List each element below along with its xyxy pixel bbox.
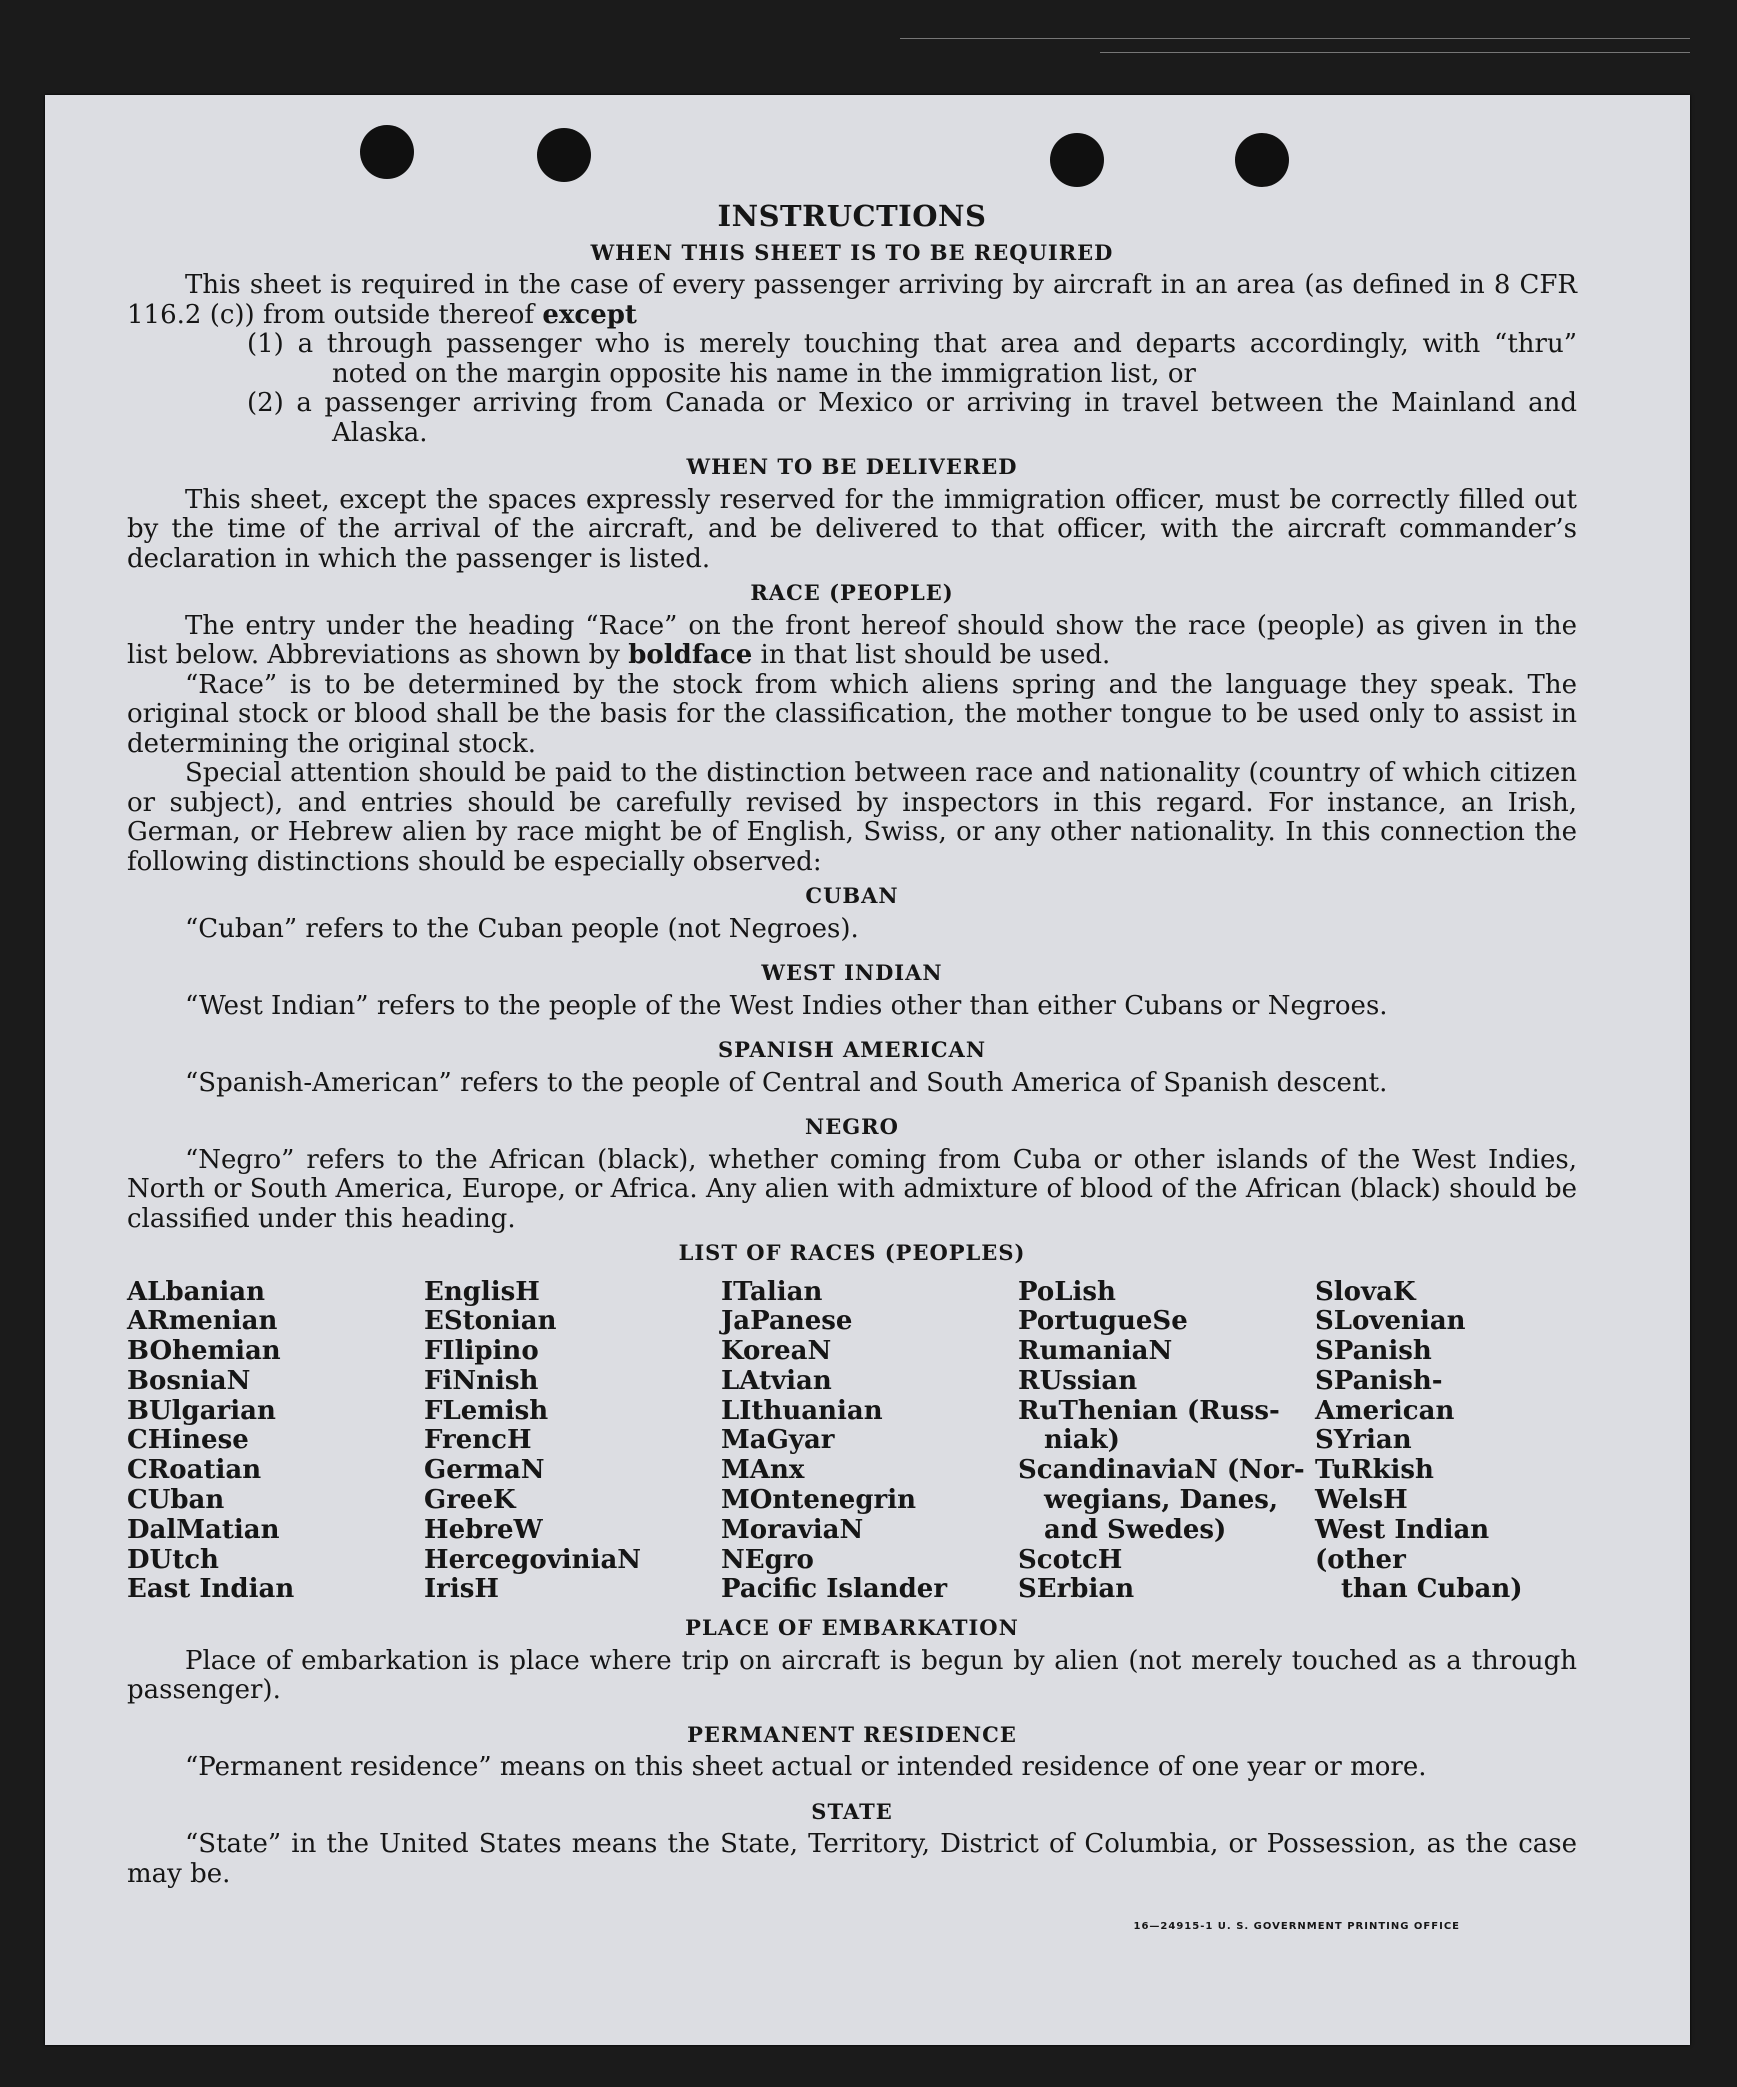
scan-edge-line (900, 38, 1690, 39)
paragraph-spanish-american: “Spanish-American” refers to the people of Central and South America of Spanish descent. (185, 1067, 1388, 1098)
race-item: TuRkish (1315, 1455, 1434, 1486)
race-item: wegians, Danes, (1044, 1485, 1278, 1516)
races-list (127, 1278, 1577, 1606)
paragraph-race-3: Special attention should be paid to the distinction between race and nationality (country of which citizen or subject), and entries should be carefully revised by inspectors in this regard. For instance, an Irish, German, or Hebrew alien by race might be of English, Swiss, or any other nationality. In this connection the following distinctions should be especially observed: (127, 758, 1577, 877)
race-item: ITalian (721, 1276, 823, 1307)
section-heading-races-list: LIST OF RACES (PEOPLES) (678, 1240, 1026, 1265)
paragraph-west-indian: “West Indian” refers to the people of the West Indies other than either Cubans or Negroes. (185, 990, 1388, 1021)
instructions-content (127, 199, 1577, 1889)
section-heading-state: STATE (811, 1798, 893, 1824)
punch-hole (1050, 133, 1104, 187)
document-page (45, 95, 1690, 2045)
scan-edge-line (1100, 52, 1690, 53)
punch-hole (537, 128, 591, 182)
race-item: SYrian (1315, 1425, 1412, 1456)
races-column-4 (1018, 1278, 1315, 1606)
race-item: MaGyar (721, 1425, 835, 1456)
races-column-5 (1315, 1278, 1577, 1606)
race-item: SlovaK (1315, 1276, 1416, 1307)
race-item: CUban (127, 1485, 225, 1516)
race-item: CHinese (127, 1425, 249, 1456)
list-item-exception-1: (1) a through passenger who is merely touching that area and departs accordingly, with “thru” noted on the margin opposite his name in the immigration list, or (247, 329, 1577, 389)
paragraph-state: “State” in the United States means the State, Territory, District of Columbia, or Possession, as the case may be. (127, 1829, 1577, 1889)
paragraph-delivered: This sheet, except the spaces expressly reserved for the immigration officer, must be correctly filled out by the time of the arrival of the aircraft, and be delivered to that officer, with the aircraft commander’s declaration in which the passenger is listed. (127, 484, 1577, 574)
paragraph-required (127, 271, 1577, 330)
race-item: RumaniaN (1018, 1336, 1173, 1367)
printing-office-footer: 16—24915-1 U. S. GOVERNMENT PRINTING OFFICE (1133, 1921, 1460, 1932)
list-item-exception-2: (2) a passenger arriving from Canada or Mexico or arriving in travel between the Mainland and Alaska. (247, 388, 1577, 448)
section-heading-spanish-american: SPANISH AMERICAN (717, 1037, 987, 1062)
race-item: PoLish (1018, 1276, 1116, 1307)
bold-term: except (542, 299, 637, 330)
race-item: than Cuban) (1341, 1574, 1523, 1605)
race-item: BOhemian (127, 1336, 281, 1367)
paragraph-cuban: “Cuban” refers to the Cuban people (not Negroes). (185, 913, 859, 944)
race-item: DalMatian (127, 1514, 280, 1545)
punch-hole (360, 125, 414, 179)
paragraph-text: This sheet is required in the case of every passenger arriving by aircraft in an area (as defined in 8 CFR 116.2 (c)) from outside thereof (127, 270, 1577, 330)
race-item: NEgro (721, 1544, 814, 1575)
race-item: SPanish-American (1315, 1365, 1455, 1426)
paragraph-text: The entry under the heading “Race” on the front hereof should show the race (people) as given in the list below. Abbreviations as shown by (127, 610, 1577, 670)
section-heading-embarkation: PLACE OF EMBARKATION (685, 1615, 1019, 1641)
race-item: and Swedes) (1044, 1514, 1227, 1545)
punch-hole (1235, 133, 1289, 187)
race-item: SLovenian (1315, 1306, 1466, 1337)
race-item: East Indian (127, 1574, 295, 1605)
race-item: ScandinaviaN (Nor- (1018, 1455, 1305, 1486)
paragraph-race-2: “Race” is to be determined by the stock from which aliens spring and the language they speak. The original stock or blood shall be the basis for the classification, the mother tongue to be used only to assist in determining the original stock. (127, 669, 1577, 759)
races-column-3 (721, 1278, 1018, 1606)
race-item: RUssian (1018, 1365, 1138, 1396)
race-item: niak) (1044, 1425, 1120, 1456)
race-item: LIthuanian (721, 1395, 883, 1426)
race-item: FLemish (424, 1395, 549, 1426)
race-item: PortugueSe (1018, 1306, 1188, 1337)
race-item: HercegoviniaN (424, 1544, 642, 1575)
section-heading-negro: NEGRO (805, 1114, 899, 1139)
page-title: INSTRUCTIONS (717, 199, 987, 233)
bold-term: boldface (628, 640, 753, 670)
race-item: HebreW (424, 1514, 543, 1545)
race-item: LAtvian (721, 1365, 832, 1396)
race-item: EStonian (424, 1306, 557, 1337)
section-heading-west-indian: WEST INDIAN (761, 960, 943, 985)
race-item: West Indian (other (1315, 1514, 1490, 1575)
race-item: FrencH (424, 1425, 532, 1456)
race-item: KoreaN (721, 1336, 832, 1367)
section-heading-delivered: WHEN TO BE DELIVERED (686, 454, 1018, 479)
race-item: WelsH (1315, 1485, 1408, 1516)
race-item: FiNnish (424, 1365, 539, 1396)
race-item: RuThenian (Russ- (1018, 1395, 1280, 1426)
race-item: FIlipino (424, 1336, 539, 1367)
race-item: DUtch (127, 1544, 219, 1575)
race-item: GreeK (424, 1485, 516, 1516)
race-item: IrisH (424, 1574, 499, 1605)
paragraph-permanent-residence: “Permanent residence” means on this sheet actual or intended residence of one year or more. (185, 1752, 1427, 1783)
race-item: SPanish (1315, 1336, 1432, 1367)
section-heading-cuban: CUBAN (805, 883, 899, 908)
race-item: CRoatian (127, 1455, 262, 1486)
section-heading-race: RACE (PEOPLE) (750, 580, 954, 605)
race-item: EnglisH (424, 1276, 540, 1307)
race-item: MAnx (721, 1455, 805, 1486)
race-item: GermaN (424, 1455, 545, 1486)
paragraph-embarkation: Place of embarkation is place where trip on aircraft is begun by alien (not merely touched as a through passenger). (127, 1645, 1577, 1706)
paragraph-text: in that list should be used. (760, 640, 1111, 670)
race-item: SErbian (1018, 1574, 1135, 1605)
race-item: BUlgarian (127, 1395, 276, 1426)
races-column-1 (127, 1278, 424, 1606)
race-item: ARmenian (127, 1306, 278, 1337)
races-column-2 (424, 1278, 721, 1606)
race-item: ALbanian (127, 1276, 266, 1307)
race-item: JaPanese (721, 1306, 853, 1337)
section-heading-permanent-residence: PERMANENT RESIDENCE (687, 1721, 1017, 1747)
race-item: MoraviaN (721, 1514, 864, 1545)
paragraph-race-1 (127, 612, 1577, 671)
race-item: MOntenegrin (721, 1485, 916, 1516)
race-item: BosniaN (127, 1365, 251, 1396)
paragraph-negro: “Negro” refers to the African (black), whether coming from Cuba or other islands of the West Indies, North or South America, Europe, or Africa. Any alien with admixture of blood of the African (black) should be classified under this heading. (127, 1144, 1577, 1234)
race-item: ScotcH (1018, 1544, 1123, 1575)
section-heading-required: WHEN THIS SHEET IS TO BE REQUIRED (590, 239, 1114, 265)
race-item: Pacific Islander (721, 1574, 948, 1605)
